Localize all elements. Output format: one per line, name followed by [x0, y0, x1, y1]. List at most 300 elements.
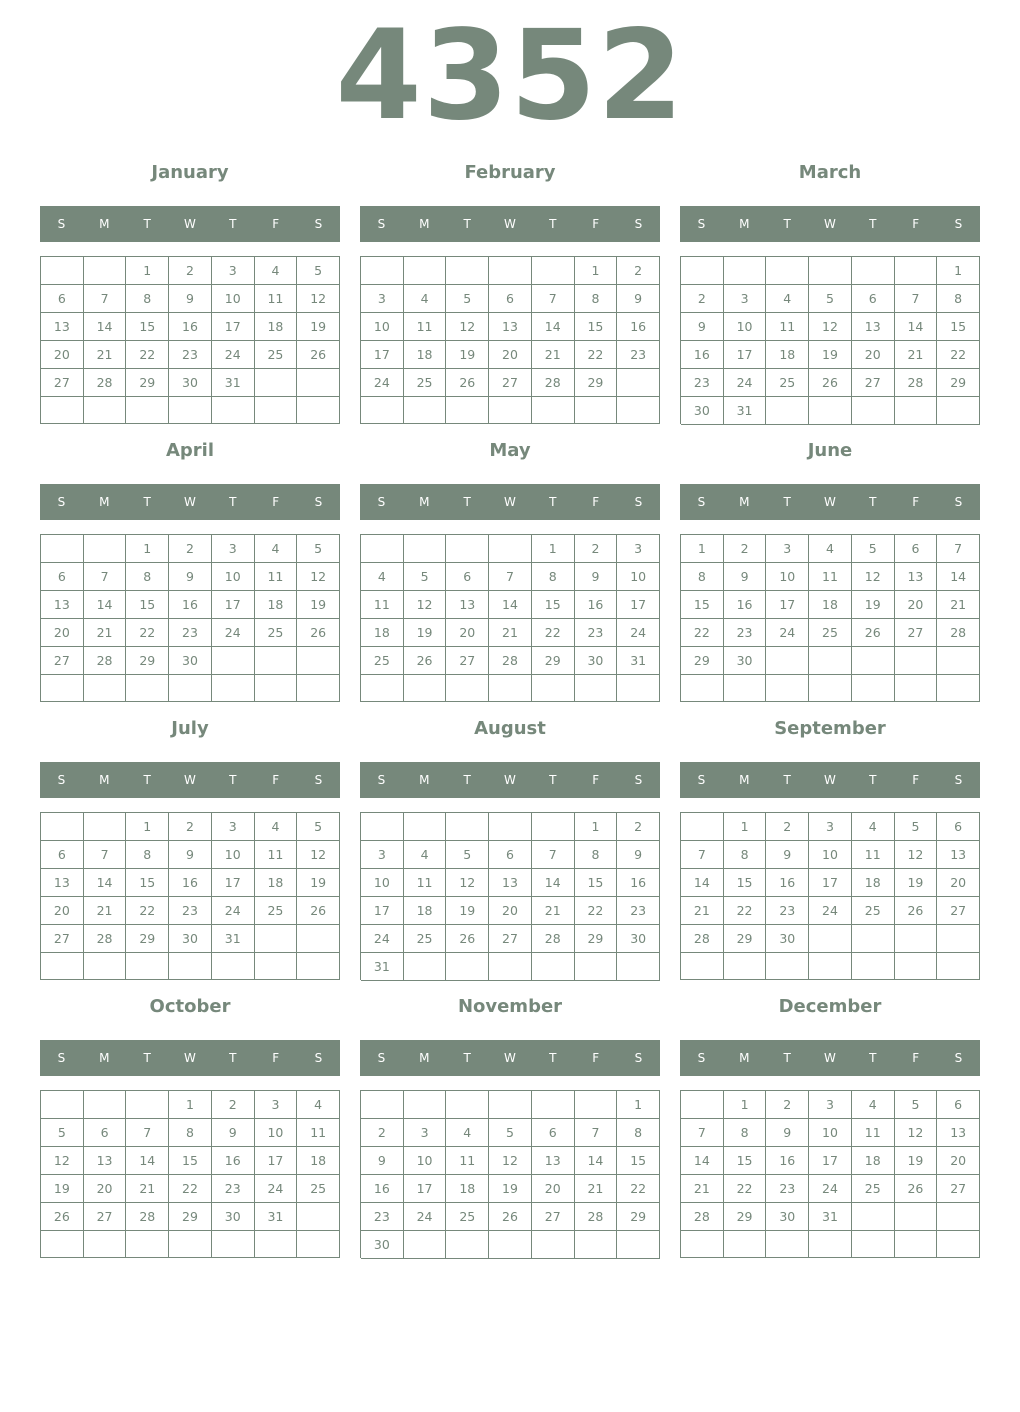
day-cell: 11	[809, 563, 852, 591]
day-cell: 9	[361, 1147, 404, 1175]
empty-day-cell	[532, 257, 575, 285]
day-cell: 16	[766, 869, 809, 897]
empty-day-cell	[446, 397, 489, 424]
empty-day-cell	[446, 1091, 489, 1119]
day-cell: 6	[852, 285, 895, 313]
weekday-header	[40, 1040, 340, 1076]
day-cell: 31	[255, 1203, 298, 1231]
day-cell: 17	[361, 897, 404, 925]
empty-day-cell	[895, 925, 938, 953]
day-cell: 29	[169, 1203, 212, 1231]
weekday-label: T	[783, 217, 791, 231]
empty-day-cell	[446, 813, 489, 841]
day-cell: 4	[255, 535, 298, 563]
day-cell: 31	[212, 369, 255, 397]
day-cell: 27	[852, 369, 895, 397]
empty-day-cell	[852, 397, 895, 425]
day-cell: 26	[446, 369, 489, 397]
month-name: January	[151, 162, 229, 183]
empty-day-cell	[255, 647, 298, 675]
day-cell: 2	[724, 535, 767, 563]
empty-day-cell	[169, 397, 212, 424]
empty-day-cell	[41, 1091, 84, 1119]
day-cell: 10	[766, 563, 809, 591]
weekday-label: S	[697, 1051, 706, 1065]
day-cell: 3	[212, 813, 255, 841]
days-grid	[40, 534, 340, 702]
day-cell: 28	[84, 647, 127, 675]
empty-day-cell	[852, 647, 895, 675]
day-cell: 28	[84, 925, 127, 953]
day-cell: 11	[361, 591, 404, 619]
day-cell: 12	[446, 869, 489, 897]
weekday-label: S	[377, 217, 386, 231]
day-cell: 9	[724, 563, 767, 591]
day-cell: 16	[169, 313, 212, 341]
day-cell: 15	[532, 591, 575, 619]
weekday-label: M	[739, 217, 750, 231]
day-cell: 27	[489, 925, 532, 953]
day-cell: 13	[489, 313, 532, 341]
day-cell: 26	[895, 1175, 938, 1203]
weekday-label: S	[697, 217, 706, 231]
day-cell: 8	[617, 1119, 660, 1147]
empty-day-cell	[575, 1091, 618, 1119]
empty-day-cell	[84, 397, 127, 424]
weekday-label: M	[419, 1051, 430, 1065]
day-cell: 17	[212, 313, 255, 341]
day-cell: 1	[681, 535, 724, 563]
day-cell: 3	[617, 535, 660, 563]
days-grid	[360, 812, 660, 980]
day-cell: 17	[724, 341, 767, 369]
weekday-label: M	[419, 217, 430, 231]
day-cell: 8	[724, 1119, 767, 1147]
day-cell: 3	[724, 285, 767, 313]
day-cell: 3	[212, 257, 255, 285]
day-cell: 21	[532, 897, 575, 925]
day-cell: 21	[681, 897, 724, 925]
day-cell: 28	[84, 369, 127, 397]
weekday-label: F	[592, 495, 600, 509]
day-cell: 12	[809, 313, 852, 341]
day-cell: 19	[297, 591, 340, 619]
empty-day-cell	[681, 1091, 724, 1119]
day-cell: 24	[766, 619, 809, 647]
day-cell: 2	[681, 285, 724, 313]
weekday-label: T	[869, 217, 877, 231]
day-cell: 13	[532, 1147, 575, 1175]
day-cell: 26	[489, 1203, 532, 1231]
day-cell: 15	[724, 869, 767, 897]
day-cell: 16	[212, 1147, 255, 1175]
weekday-label: S	[634, 495, 643, 509]
weekday-label: T	[783, 773, 791, 787]
day-cell: 23	[766, 897, 809, 925]
day-cell: 19	[297, 313, 340, 341]
day-cell: 13	[937, 1119, 980, 1147]
empty-day-cell	[41, 675, 84, 702]
empty-day-cell	[809, 953, 852, 980]
empty-day-cell	[297, 369, 340, 397]
day-cell: 15	[681, 591, 724, 619]
day-cell: 1	[575, 813, 618, 841]
day-cell: 21	[937, 591, 980, 619]
empty-day-cell	[361, 535, 404, 563]
empty-day-cell	[852, 1231, 895, 1258]
day-cell: 5	[404, 563, 447, 591]
day-cell: 7	[681, 1119, 724, 1147]
day-cell: 29	[126, 925, 169, 953]
day-cell: 29	[575, 925, 618, 953]
day-cell: 4	[446, 1119, 489, 1147]
empty-day-cell	[532, 675, 575, 702]
weekday-label: S	[57, 773, 66, 787]
day-cell: 7	[84, 563, 127, 591]
day-cell: 18	[404, 341, 447, 369]
empty-day-cell	[617, 397, 660, 424]
day-cell: 17	[255, 1147, 298, 1175]
day-cell: 5	[852, 535, 895, 563]
day-cell: 17	[404, 1175, 447, 1203]
day-cell: 21	[895, 341, 938, 369]
empty-day-cell	[575, 1231, 618, 1259]
day-cell: 5	[446, 841, 489, 869]
weekday-label: T	[229, 773, 237, 787]
empty-day-cell	[255, 675, 298, 702]
day-cell: 25	[255, 619, 298, 647]
day-cell: 29	[937, 369, 980, 397]
day-cell: 30	[169, 369, 212, 397]
day-cell: 21	[84, 341, 127, 369]
empty-day-cell	[809, 925, 852, 953]
empty-day-cell	[895, 1231, 938, 1258]
weekday-label: M	[99, 1051, 110, 1065]
day-cell: 18	[446, 1175, 489, 1203]
empty-day-cell	[84, 257, 127, 285]
day-cell: 5	[895, 813, 938, 841]
day-cell: 28	[681, 1203, 724, 1231]
day-cell: 28	[126, 1203, 169, 1231]
day-cell: 15	[575, 313, 618, 341]
day-cell: 6	[489, 285, 532, 313]
day-cell: 2	[169, 813, 212, 841]
weekday-label: F	[912, 217, 920, 231]
day-cell: 19	[297, 869, 340, 897]
weekday-label: T	[143, 495, 151, 509]
empty-day-cell	[446, 953, 489, 981]
weekday-header	[360, 1040, 660, 1076]
day-cell: 13	[41, 869, 84, 897]
day-cell: 9	[617, 285, 660, 313]
empty-day-cell	[895, 647, 938, 675]
empty-day-cell	[617, 369, 660, 397]
weekday-label: M	[419, 773, 430, 787]
day-cell: 11	[255, 563, 298, 591]
day-cell: 20	[937, 869, 980, 897]
weekday-label: T	[143, 773, 151, 787]
empty-day-cell	[532, 813, 575, 841]
day-cell: 6	[937, 1091, 980, 1119]
day-cell: 7	[126, 1119, 169, 1147]
day-cell: 23	[169, 897, 212, 925]
day-cell: 21	[532, 341, 575, 369]
day-cell: 30	[724, 647, 767, 675]
day-cell: 4	[809, 535, 852, 563]
day-cell: 4	[852, 813, 895, 841]
empty-day-cell	[937, 925, 980, 953]
empty-day-cell	[361, 813, 404, 841]
day-cell: 3	[361, 285, 404, 313]
weekday-label: T	[549, 1051, 557, 1065]
day-cell: 23	[169, 341, 212, 369]
empty-day-cell	[41, 257, 84, 285]
weekday-label: S	[314, 217, 323, 231]
weekday-label: F	[912, 1051, 920, 1065]
weekday-label: F	[272, 495, 280, 509]
empty-day-cell	[84, 675, 127, 702]
day-cell: 14	[575, 1147, 618, 1175]
day-cell: 23	[169, 619, 212, 647]
empty-day-cell	[766, 953, 809, 980]
day-cell: 29	[724, 1203, 767, 1231]
day-cell: 30	[575, 647, 618, 675]
day-cell: 11	[404, 313, 447, 341]
empty-day-cell	[169, 675, 212, 702]
empty-day-cell	[617, 953, 660, 981]
days-grid	[360, 1090, 660, 1258]
empty-day-cell	[724, 1231, 767, 1258]
day-cell: 12	[895, 1119, 938, 1147]
day-cell: 29	[575, 369, 618, 397]
day-cell: 2	[617, 257, 660, 285]
day-cell: 10	[255, 1119, 298, 1147]
day-cell: 27	[41, 647, 84, 675]
day-cell: 8	[575, 285, 618, 313]
day-cell: 25	[852, 897, 895, 925]
weekday-label: T	[143, 1051, 151, 1065]
day-cell: 1	[724, 813, 767, 841]
empty-day-cell	[41, 535, 84, 563]
day-cell: 4	[361, 563, 404, 591]
day-cell: 9	[169, 563, 212, 591]
empty-day-cell	[404, 397, 447, 424]
empty-day-cell	[489, 257, 532, 285]
day-cell: 20	[532, 1175, 575, 1203]
day-cell: 25	[852, 1175, 895, 1203]
empty-day-cell	[446, 535, 489, 563]
day-cell: 27	[41, 925, 84, 953]
day-cell: 29	[724, 925, 767, 953]
day-cell: 15	[575, 869, 618, 897]
day-cell: 23	[212, 1175, 255, 1203]
empty-day-cell	[404, 535, 447, 563]
empty-day-cell	[937, 1231, 980, 1258]
day-cell: 17	[809, 869, 852, 897]
empty-day-cell	[852, 257, 895, 285]
empty-day-cell	[809, 647, 852, 675]
day-cell: 1	[937, 257, 980, 285]
day-cell: 19	[404, 619, 447, 647]
empty-day-cell	[404, 1231, 447, 1259]
empty-day-cell	[681, 813, 724, 841]
day-cell: 16	[724, 591, 767, 619]
day-cell: 25	[404, 925, 447, 953]
empty-day-cell	[617, 675, 660, 702]
day-cell: 1	[532, 535, 575, 563]
day-cell: 7	[489, 563, 532, 591]
day-cell: 23	[766, 1175, 809, 1203]
day-cell: 13	[41, 591, 84, 619]
empty-day-cell	[937, 1203, 980, 1231]
day-cell: 29	[126, 369, 169, 397]
weekday-header	[40, 484, 340, 520]
day-cell: 21	[489, 619, 532, 647]
day-cell: 27	[84, 1203, 127, 1231]
weekday-label: F	[272, 217, 280, 231]
empty-day-cell	[126, 397, 169, 424]
month-name: March	[798, 162, 862, 183]
day-cell: 19	[446, 897, 489, 925]
weekday-header	[680, 206, 980, 242]
empty-day-cell	[766, 397, 809, 425]
day-cell: 28	[937, 619, 980, 647]
day-cell: 22	[724, 1175, 767, 1203]
empty-day-cell	[41, 1231, 84, 1258]
empty-day-cell	[852, 925, 895, 953]
day-cell: 18	[404, 897, 447, 925]
empty-day-cell	[852, 675, 895, 702]
day-cell: 10	[404, 1147, 447, 1175]
day-cell: 6	[937, 813, 980, 841]
day-cell: 1	[617, 1091, 660, 1119]
day-cell: 1	[126, 813, 169, 841]
days-grid	[40, 256, 340, 424]
day-cell: 19	[41, 1175, 84, 1203]
empty-day-cell	[84, 535, 127, 563]
weekday-label: S	[954, 1051, 963, 1065]
day-cell: 7	[681, 841, 724, 869]
day-cell: 24	[809, 1175, 852, 1203]
weekday-label: T	[549, 217, 557, 231]
day-cell: 5	[297, 535, 340, 563]
day-cell: 24	[617, 619, 660, 647]
weekday-label: T	[463, 217, 471, 231]
day-cell: 9	[575, 563, 618, 591]
day-cell: 4	[404, 841, 447, 869]
day-cell: 14	[84, 591, 127, 619]
day-cell: 5	[297, 813, 340, 841]
weekday-header	[40, 762, 340, 798]
empty-day-cell	[297, 647, 340, 675]
empty-day-cell	[575, 397, 618, 424]
empty-day-cell	[297, 1203, 340, 1231]
day-cell: 11	[766, 313, 809, 341]
empty-day-cell	[404, 813, 447, 841]
day-cell: 19	[895, 869, 938, 897]
month-name: October	[149, 996, 231, 1017]
weekday-label: S	[634, 773, 643, 787]
weekday-label: S	[314, 495, 323, 509]
weekday-label: W	[824, 217, 836, 231]
day-cell: 2	[169, 257, 212, 285]
weekday-label: F	[592, 773, 600, 787]
day-cell: 17	[617, 591, 660, 619]
month-name: February	[464, 162, 556, 183]
day-cell: 15	[724, 1147, 767, 1175]
empty-day-cell	[895, 953, 938, 980]
day-cell: 11	[404, 869, 447, 897]
day-cell: 21	[84, 619, 127, 647]
day-cell: 20	[937, 1147, 980, 1175]
empty-day-cell	[361, 675, 404, 702]
day-cell: 20	[41, 897, 84, 925]
day-cell: 22	[617, 1175, 660, 1203]
weekday-label: M	[419, 495, 430, 509]
day-cell: 17	[766, 591, 809, 619]
day-cell: 25	[404, 369, 447, 397]
weekday-label: M	[739, 773, 750, 787]
day-cell: 22	[126, 341, 169, 369]
empty-day-cell	[404, 953, 447, 981]
day-cell: 16	[169, 869, 212, 897]
weekday-label: W	[504, 773, 516, 787]
day-cell: 13	[84, 1147, 127, 1175]
day-cell: 15	[126, 591, 169, 619]
day-cell: 19	[489, 1175, 532, 1203]
day-cell: 4	[852, 1091, 895, 1119]
day-cell: 23	[575, 619, 618, 647]
day-cell: 27	[937, 897, 980, 925]
month-name: July	[171, 718, 209, 739]
empty-day-cell	[255, 953, 298, 980]
day-cell: 14	[84, 869, 127, 897]
weekday-header	[360, 484, 660, 520]
empty-day-cell	[937, 953, 980, 980]
day-cell: 17	[212, 591, 255, 619]
empty-day-cell	[937, 675, 980, 702]
empty-day-cell	[169, 1231, 212, 1258]
empty-day-cell	[937, 397, 980, 425]
weekday-label: S	[634, 217, 643, 231]
empty-day-cell	[41, 813, 84, 841]
day-cell: 26	[404, 647, 447, 675]
empty-day-cell	[681, 1231, 724, 1258]
empty-day-cell	[489, 1231, 532, 1259]
empty-day-cell	[809, 675, 852, 702]
day-cell: 18	[809, 591, 852, 619]
day-cell: 26	[895, 897, 938, 925]
day-cell: 8	[126, 285, 169, 313]
empty-day-cell	[212, 647, 255, 675]
day-cell: 8	[724, 841, 767, 869]
day-cell: 2	[361, 1119, 404, 1147]
day-cell: 18	[852, 1147, 895, 1175]
day-cell: 16	[617, 869, 660, 897]
empty-day-cell	[681, 953, 724, 980]
day-cell: 14	[532, 869, 575, 897]
day-cell: 6	[41, 841, 84, 869]
day-cell: 8	[575, 841, 618, 869]
weekday-label: M	[99, 217, 110, 231]
weekday-header	[360, 762, 660, 798]
day-cell: 24	[212, 341, 255, 369]
day-cell: 15	[937, 313, 980, 341]
month-name: September	[774, 718, 886, 739]
empty-day-cell	[532, 953, 575, 981]
day-cell: 31	[724, 397, 767, 425]
day-cell: 26	[446, 925, 489, 953]
